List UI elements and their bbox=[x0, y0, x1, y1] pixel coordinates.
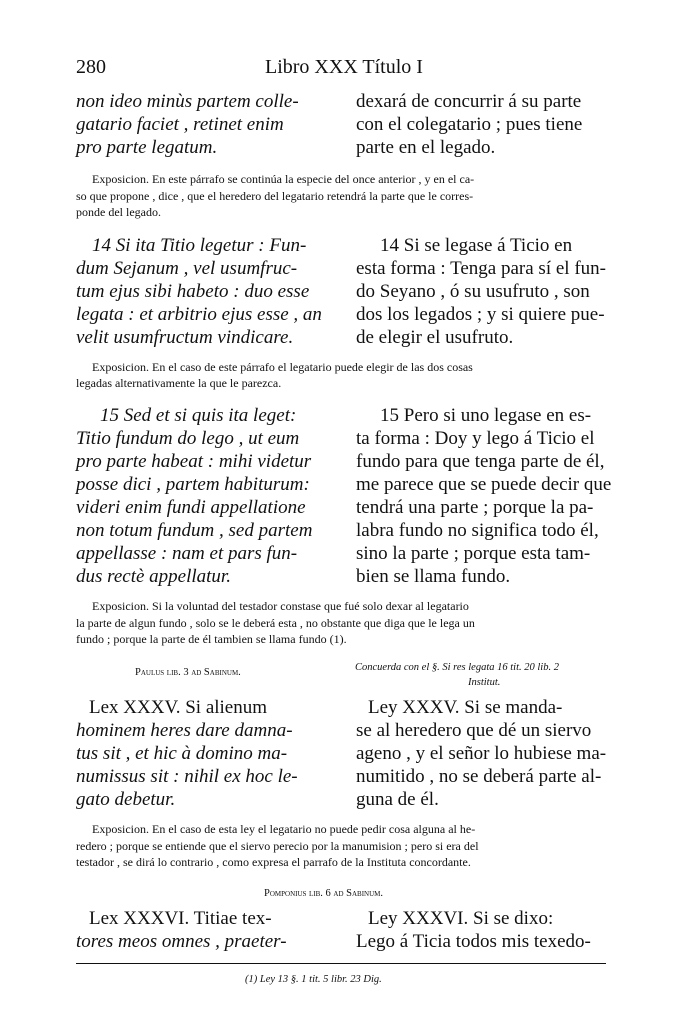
spanish-line: labra fundo no significa todo él, bbox=[356, 520, 599, 541]
spanish-line: de elegir el usufruto. bbox=[356, 327, 514, 348]
latin-line: gato debetur. bbox=[76, 789, 176, 810]
latin-line: 15 Sed et si quis ita leget: bbox=[100, 405, 297, 426]
exposicion-line: ponde del legado. bbox=[76, 205, 161, 219]
spanish-line: numitido , no se deberá parte al- bbox=[356, 766, 602, 787]
latin-line: videri enim fundi appellatione bbox=[76, 497, 306, 518]
spanish-line: bien se llama fundo. bbox=[356, 566, 511, 587]
spanish-line: ageno , y el señor lo hubiese ma- bbox=[356, 743, 607, 764]
latin-line: posse dici , partem habiturum: bbox=[76, 474, 310, 495]
latin-line: tores meos omnes , praeter- bbox=[76, 931, 287, 952]
spanish-line: esta forma : Tenga para sí el fun- bbox=[356, 258, 606, 279]
source-citation-left: Paulus lib. 3 ad Sabinum. bbox=[135, 667, 241, 678]
latin-line: pro parte habeat : mihi videtur bbox=[76, 451, 312, 472]
spanish-line: 15 Pero si uno legase en es- bbox=[380, 405, 592, 426]
exposicion-line: testador , se dirá lo contrario , como expresa el parrafo de la Instituta concordante. bbox=[76, 855, 471, 869]
concordance-citation: Institut. bbox=[468, 677, 501, 688]
exposicion-line: la parte de algun fundo , solo se le deberá esta , no obstante que diga que le lega un bbox=[76, 616, 475, 630]
latin-line: numissus sit : nihil ex hoc le- bbox=[76, 766, 298, 787]
page-number: 280 bbox=[76, 56, 106, 78]
spanish-line: 14 Si se legase á Ticio en bbox=[380, 235, 573, 256]
latin-line: tus sit , et hic à domino ma- bbox=[76, 743, 288, 764]
footnote: (1) Ley 13 §. 1 tit. 5 libr. 23 Dig. bbox=[245, 974, 382, 985]
exposicion-line: redero ; porque se entiende que el siervo perecio por la manumision ; pero si era del bbox=[76, 839, 479, 853]
latin-line: legata : et arbitrio ejus esse , an bbox=[76, 304, 322, 325]
spanish-line: fundo para que tenga parte de él, bbox=[356, 451, 605, 472]
latin-line: Titio fundum do lego , ut eum bbox=[76, 428, 300, 449]
footnote-rule bbox=[76, 963, 606, 964]
latin-line: velit usumfructum vindicare. bbox=[76, 327, 294, 348]
latin-line: Lex XXXVI. Titiae tex- bbox=[89, 908, 272, 929]
spanish-line: guna de él. bbox=[356, 789, 439, 810]
spanish-line: Lego á Ticia todos mis texedo- bbox=[356, 931, 591, 952]
latin-line: 14 Si ita Titio legetur : Fun- bbox=[92, 235, 307, 256]
spanish-line: ta forma : Doy y lego á Ticio el bbox=[356, 428, 595, 449]
latin-line: Lex XXXV. Si alienum bbox=[89, 697, 268, 718]
spanish-line: dos los legados ; y si quiere pue- bbox=[356, 304, 605, 325]
latin-line: appellasse : nam et pars fun- bbox=[76, 543, 298, 564]
latin-line: hominem heres dare damna- bbox=[76, 720, 293, 741]
exposicion-line: Exposicion. En este párrafo se continúa la especie del once anterior , y en el ca- bbox=[92, 172, 475, 186]
exposicion-line: legadas alternativamente la que le parezca. bbox=[76, 376, 282, 390]
spanish-line: me parece que se puede decir que bbox=[356, 474, 612, 495]
exposicion-line: Exposicion. En el caso de este párrafo el legatario puede elegir de las dos cosas bbox=[92, 360, 473, 374]
spanish-line: sino la parte ; porque esta tam- bbox=[356, 543, 591, 564]
exposicion-line: fundo ; porque la parte de él tambien se llama fundo (1). bbox=[76, 632, 347, 646]
latin-line: gatario faciet , retinet enim bbox=[76, 114, 284, 135]
spanish-line: tendrá una parte ; porque la pa- bbox=[356, 497, 594, 518]
spanish-line: con el colegatario ; pues tiene bbox=[356, 114, 583, 135]
spanish-line: parte en el legado. bbox=[356, 137, 496, 158]
latin-line: dus rectè appellatur. bbox=[76, 566, 231, 587]
spanish-line: Ley XXXV. Si se manda- bbox=[368, 697, 563, 718]
spanish-line: se al heredero que dé un siervo bbox=[356, 720, 592, 741]
latin-line: non totum fundum , sed partem bbox=[76, 520, 313, 541]
spanish-line: dexará de concurrir á su parte bbox=[356, 91, 582, 112]
exposicion-line: so que propone , dice , que el heredero del legatario retendrá la parte que le corres- bbox=[76, 189, 474, 203]
latin-line: pro parte legatum. bbox=[76, 137, 218, 158]
spanish-line: Ley XXXVI. Si se dixo: bbox=[368, 908, 554, 929]
concordance-citation: Concuerda con el §. Si res legata 16 tit. 20 lib. 2 bbox=[355, 662, 559, 673]
exposicion-line: Exposicion. Si la voluntad del testador constase que fué solo dexar al legatario bbox=[92, 599, 469, 613]
running-title: Libro XXX Título I bbox=[265, 56, 423, 78]
exposicion-line: Exposicion. En el caso de esta ley el legatario no puede pedir cosa alguna al he- bbox=[92, 822, 476, 836]
source-citation: Pomponius lib. 6 ad Sabinum. bbox=[264, 888, 384, 899]
spanish-line: do Seyano , ó su usufruto , son bbox=[356, 281, 590, 302]
latin-line: tum ejus sibi habeto : duo esse bbox=[76, 281, 310, 302]
latin-line: non ideo minùs partem colle- bbox=[76, 91, 299, 112]
latin-line: dum Sejanum , vel usumfruc- bbox=[76, 258, 298, 279]
